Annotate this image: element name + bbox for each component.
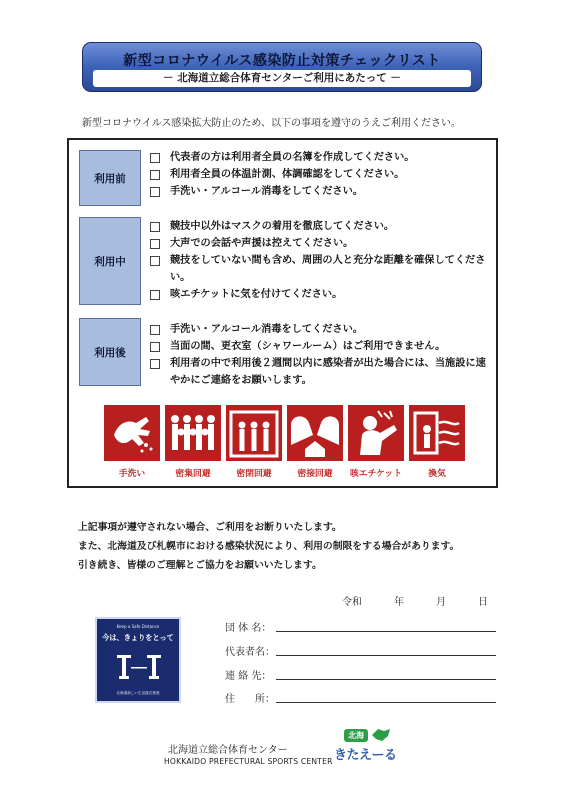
icon-label-avoid-closed-spaces: 密閉回避 — [236, 469, 272, 479]
notice-line: 上記事項が遵守されない場合、ご利用をお断りいたします。 — [78, 522, 342, 533]
checklist-item: 手洗い・アルコール消毒をしてください。 — [150, 321, 495, 338]
checkbox-icon[interactable] — [150, 222, 160, 232]
checkbox-icon[interactable] — [150, 153, 160, 163]
checklist-item: 手洗い・アルコール消毒をしてください。 — [150, 183, 495, 200]
organization-field[interactable] — [276, 631, 496, 632]
checkbox-icon[interactable] — [150, 342, 160, 352]
icon-label-avoid-crowds: 密集回避 — [175, 469, 211, 479]
icon-label-avoid-close-contact: 密接回避 — [297, 469, 333, 479]
section-during-items — [150, 218, 495, 303]
address-label: 住 所： — [225, 694, 275, 705]
avoid-close-contact-icon — [287, 405, 343, 461]
checklist-item: 利用者の中で利用後２週間以内に感染者が出た場合には、当施設に速やかにご連絡をお願いします。 — [150, 355, 495, 389]
social-distance-badge — [95, 617, 181, 703]
section-after-items — [150, 321, 495, 389]
cough-etiquette-icon — [348, 405, 404, 461]
page-title: 新型コロナウイルス感染防止対策チェックリスト — [123, 53, 441, 69]
distance-figures-icon — [115, 649, 163, 685]
icon-label-ventilation: 換気 — [428, 469, 446, 479]
badge-bottom-text: 北海道新しい生活様式推進 — [116, 691, 160, 695]
notice-line: 引き続き、皆様のご理解とご協力をお願いいたします。 — [78, 560, 322, 571]
handwashing-icon — [104, 405, 160, 461]
org-name-en: HOKKAIDO PREFECTURAL SPORTS CENTER — [164, 757, 333, 766]
section-after-label: 利用後 — [79, 318, 141, 386]
kitaeru-logo — [332, 729, 412, 771]
page-subtitle: － 北海道立総合体育センターご利用にあたって － — [93, 70, 471, 87]
representative-label: 代表者名： — [225, 647, 275, 658]
checkbox-icon[interactable] — [150, 187, 160, 197]
icon-label-cough-etiquette: 咳エチケット — [350, 469, 402, 479]
intro-text: 新型コロナウイルス感染拡大防止のため、以下の事項を遵守のうえご利用ください。 — [82, 118, 461, 129]
checkbox-icon[interactable] — [150, 290, 160, 300]
checklist-item: 咳エチケットに気を付けてください。 — [150, 286, 495, 303]
contact-field[interactable] — [276, 679, 496, 680]
badge-main-text: 今は、きょりをとって — [102, 633, 174, 642]
checklist-item: 大声での会話や声援は控えてください。 — [150, 235, 495, 252]
checklist-item: 代表者の方は利用者全員の名簿を作成してください。 — [150, 149, 495, 166]
contact-label: 連 絡 先： — [225, 671, 272, 682]
representative-field[interactable] — [276, 655, 496, 656]
date-era: 令和 — [342, 597, 362, 608]
checklist-frame — [67, 138, 498, 488]
logo-tag: 北海 — [344, 729, 368, 742]
notice-line: また、北海道及び札幌市における感染状況により、利用の制限をする場合があります。 — [78, 541, 460, 552]
checklist-item: 競技中以外はマスクの着用を徹底してください。 — [150, 218, 495, 235]
badge-top-text: Keep a Safe Distance — [116, 624, 160, 629]
checkbox-icon[interactable] — [150, 325, 160, 335]
checkbox-icon[interactable] — [150, 256, 160, 266]
address-field[interactable] — [276, 702, 496, 703]
icon-label-handwashing: 手洗い — [118, 469, 146, 479]
checklist-item: 利用者全員の体温計測、体調確認をしてください。 — [150, 166, 495, 183]
date-month[interactable]: 月 — [436, 597, 446, 608]
section-before-items — [150, 149, 495, 200]
checkbox-icon[interactable] — [150, 239, 160, 249]
date-year[interactable]: 年 — [394, 597, 404, 608]
section-during-label: 利用中 — [79, 217, 141, 305]
avoid-closed-spaces-icon — [226, 405, 282, 461]
org-name-ja: 北海道立総合体育センター — [168, 745, 288, 756]
section-before-label: 利用前 — [79, 150, 141, 206]
checkbox-icon[interactable] — [150, 359, 160, 369]
organization-label: 団 体 名： — [225, 623, 272, 634]
date-day[interactable]: 日 — [478, 597, 488, 608]
checklist-item: 当面の間、更衣室（シャワールーム）はご利用できません。 — [150, 338, 495, 355]
checkbox-icon[interactable] — [150, 170, 160, 180]
avoid-crowds-icon — [165, 405, 221, 461]
checklist-item: 競技をしていない間も含め、周囲の人と充分な距離を確保してください。 — [150, 252, 495, 286]
hokkaido-map-icon — [370, 727, 392, 743]
logo-text: きたえーる — [334, 748, 397, 763]
ventilation-icon — [409, 405, 465, 461]
notice-text — [78, 518, 459, 575]
title-banner — [82, 42, 482, 92]
